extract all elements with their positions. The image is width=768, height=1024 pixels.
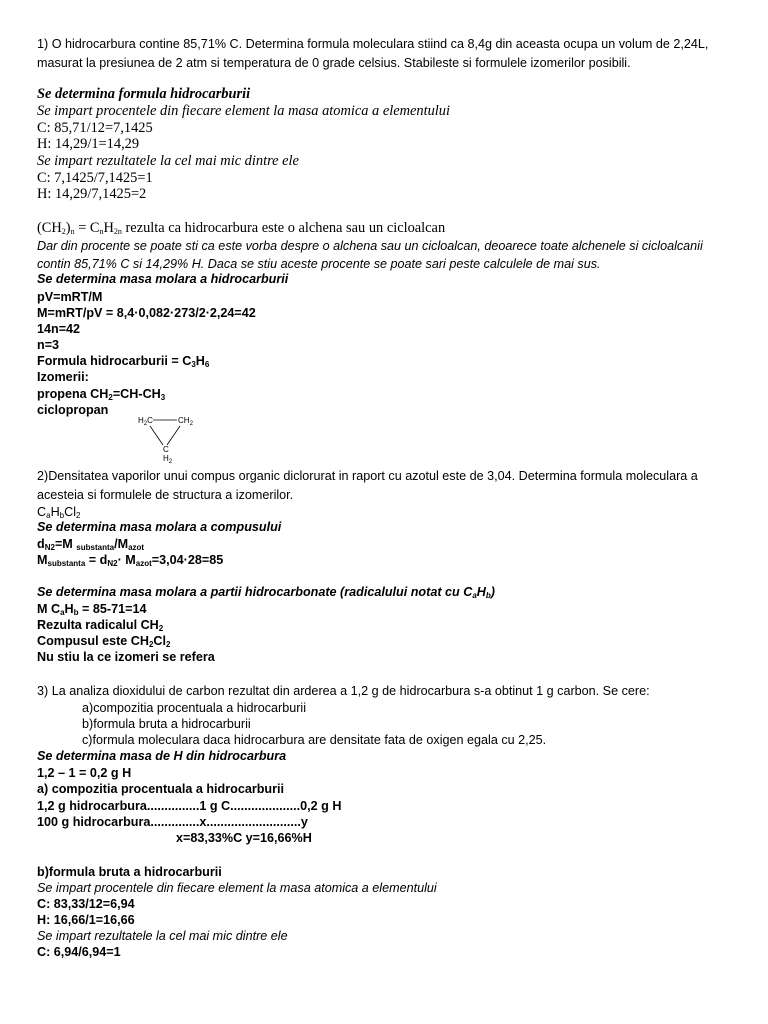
calc-h-ratio: H: 14,29/1=14,29 bbox=[37, 136, 140, 152]
problem2-compound-result: Compusul este $CH_2Cl_2$ bbox=[37, 634, 171, 649]
isomer-ciclopropan: ciclopropan bbox=[37, 403, 109, 417]
equation-ideal-gas: pV=mRT/M bbox=[37, 290, 103, 304]
structure-right-atom: $CH_2$ bbox=[178, 416, 193, 427]
note-line1: Dar din procente se poate sti ca este vorba despre o alchena sau un cicloalcan, deoarece toate alchenele si cicloalcanii bbox=[37, 239, 703, 253]
problem3-question-b: b)formula bruta a hidrocarburii bbox=[82, 717, 251, 731]
equation-n: n=3 bbox=[37, 338, 60, 352]
general-formula-line: $(CH_2)_n = C_nH_{2n}$ rezulta ca hidrocarbura este o alchena sau un cicloalcan bbox=[37, 220, 446, 236]
problem1-statement-line1: 1) O hidrocarbura contine 85,71% C. Determina formula moleculara stiind ca 8,4g din aceasta ocupa un volum de 2,24L, bbox=[37, 37, 709, 51]
problem2-heading-molar-mass: Se determina masa molara a compusului bbox=[37, 520, 282, 534]
problem3-question-c: c)formula moleculara daca hidrocarbura are densitate fata de oxigen egala cu 2,25. bbox=[82, 733, 547, 747]
isomers-label: Izomerii: bbox=[37, 370, 89, 384]
problem3-statement: 3) La analiza dioxidului de carbon rezultat din arderea a 1,2 g de hidrocarbura s-a obtinut 1 g carbon. Se cere: bbox=[37, 684, 650, 698]
step-divide-by-atomic-mass: Se impart procentele din fiecare element la masa atomica a elementului bbox=[37, 103, 450, 119]
problem2-radical-result: Rezulta radicalul $CH_2$ bbox=[37, 618, 164, 633]
structure-left-bond bbox=[150, 426, 163, 445]
problem2-radical-mass: M $C_aH_b = 85-71=14$ bbox=[37, 602, 147, 617]
structure-bottom-atom: C bbox=[163, 445, 169, 454]
problem1-heading-formula: Se determina formula hidrocarburii bbox=[37, 86, 251, 102]
problem3-heading-h-mass: Se determina masa de H din hidrocarbura bbox=[37, 749, 287, 763]
problem3-calc-c: C: 83,33/12=6,94 bbox=[37, 897, 135, 911]
proportion-row2: 100 g hidrocarbura..............x...........................y bbox=[37, 815, 308, 829]
problem1-heading-molar-mass: Se determina masa molara a hidrocarburii bbox=[37, 272, 289, 286]
equation-molar-mass: M=mRT/pV = 8,4·0,082·273/2·2,24=42 bbox=[37, 306, 256, 320]
step-divide-by-smallest: Se impart rezultatele la cel mai mic dintre ele bbox=[37, 153, 299, 169]
problem2-heading-radical: Se determina masa molara a partii hidrocarbonate (radicalului notat cu $C_aH_b$) bbox=[37, 585, 495, 600]
problem2-general-formula: $C_aH_bCl_2$ bbox=[37, 505, 81, 520]
problem2-statement-line1: 2)Densitatea vaporilor unui compus organic diclorurat in raport cu azotul este de 3,04. Determina formula moleculara a bbox=[37, 469, 698, 483]
structure-right-bond bbox=[167, 426, 180, 445]
problem3-heading-composition: a) compozitia procentuala a hidrocarburii bbox=[37, 782, 285, 796]
problem3-calc-c-normalized: C: 6,94/6,94=1 bbox=[37, 945, 121, 959]
problem3-calc-h: H: 16,66/1=16,66 bbox=[37, 913, 135, 927]
cyclopropane-structure bbox=[136, 414, 196, 464]
proportion-result: x=83,33%C y=16,66%H bbox=[176, 831, 312, 845]
equation-14n: 14n=42 bbox=[37, 322, 81, 336]
hydrocarbon-formula-line: Formula hidrocarburii = $C_3H_6$ bbox=[37, 354, 210, 369]
structure-bottom-h: $H_2$ bbox=[163, 454, 173, 464]
problem2-density-equation: $d_{N2}=M$ $_{substanta}/M_{azot}$ bbox=[37, 537, 145, 552]
problem2-statement-line2: acesteia si formulele de structura a izomerilor. bbox=[37, 488, 294, 502]
structure-left-atom: $H_2C$ bbox=[138, 416, 153, 427]
isomer-propena: propena $CH_2=CH-CH_3$ bbox=[37, 387, 166, 402]
note-line2: contin 85,71% C si 14,29% H. Daca se stiu aceste procente se poate sari peste calculele de mai sus. bbox=[37, 257, 601, 271]
problem3-step-divide-smallest: Se impart rezultatele la cel mai mic dintre ele bbox=[37, 929, 288, 943]
calc-c-ratio: C: 85,71/12=7,1425 bbox=[37, 120, 153, 136]
calc-c-normalized: C: 7,1425/7,1425=1 bbox=[37, 170, 153, 186]
problem3-step-divide-atomic: Se impart procentele din fiecare element la masa atomica a elementului bbox=[37, 881, 437, 895]
proportion-row1: 1,2 g hidrocarbura...............1 g C....................0,2 g H bbox=[37, 799, 342, 813]
problem1-statement-line2: masurat la presiunea de 2 atm si temperatura de 0 grade celsius. Stabileste si formulele izomerilor posibili. bbox=[37, 56, 631, 70]
calc-h-normalized: H: 14,29/7,1425=2 bbox=[37, 186, 147, 202]
problem3-heading-empirical: b)formula bruta a hidrocarburii bbox=[37, 865, 222, 879]
problem2-isomers-note: Nu stiu la ce izomeri se refera bbox=[37, 650, 215, 664]
problem3-question-a: a)compozitia procentuala a hidrocarburii bbox=[82, 701, 307, 715]
problem2-mass-equation: $M_{substanta} = d_{N2}\cdot M_{azot}=3,04\cdot 28=85$ bbox=[37, 553, 224, 568]
problem3-h-mass-equation: 1,2 – 1 = 0,2 g H bbox=[37, 766, 132, 780]
